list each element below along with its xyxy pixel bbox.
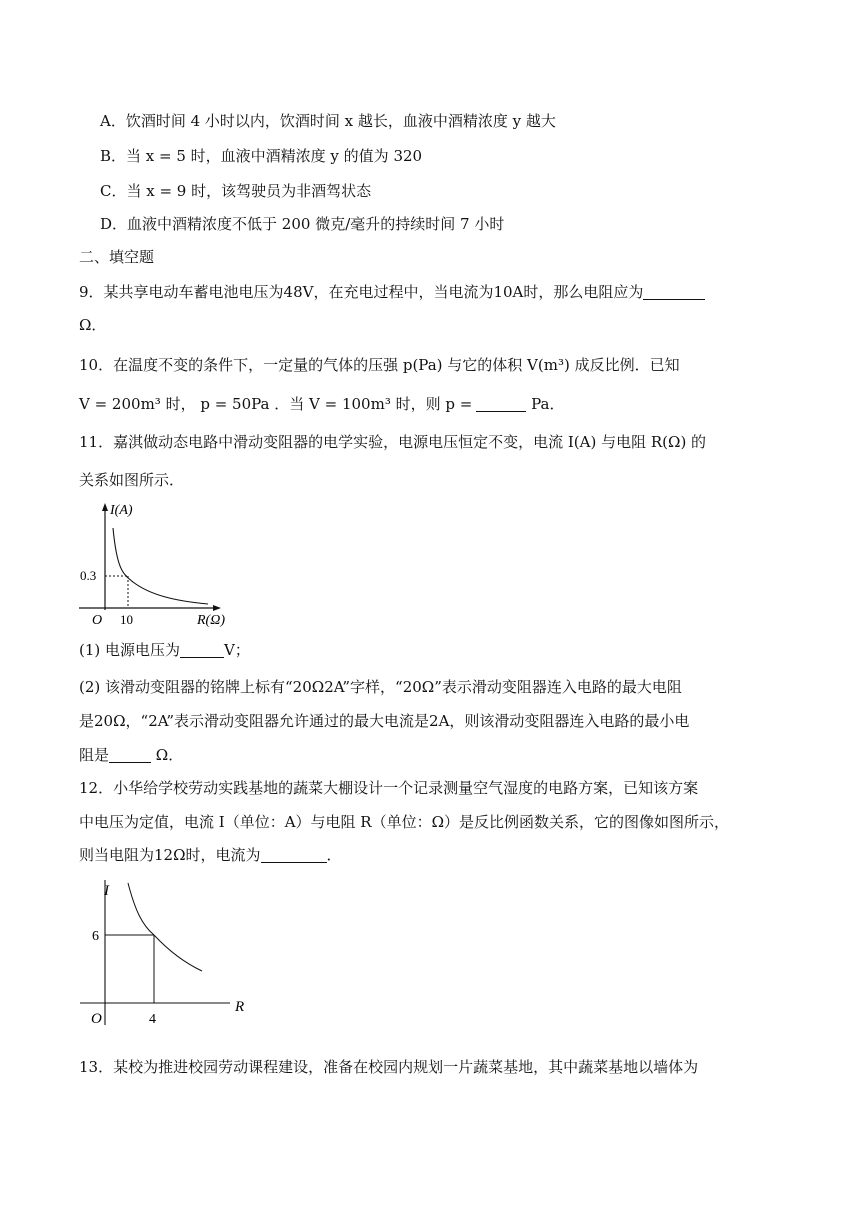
q12-y-label: I xyxy=(104,883,109,899)
q12-y-tick: 6 xyxy=(92,929,99,944)
q11-sub1-text: (1) 电源电压为 xyxy=(79,641,181,659)
q10-condition: V = 200m³ 时， p = 50Pa ．当 V = 100m³ 时，则 p = xyxy=(79,395,473,413)
option-d: D．血液中酒精浓度不低于 200 微克/毫升的持续时间 7 小时 xyxy=(100,215,505,233)
q13-line1: 13．某校为推进校园劳动课程建设，准备在校园内规划一片蔬菜基地，其中蔬菜基地以墙体为 xyxy=(79,1058,699,1076)
q11-y-tick: 0.3 xyxy=(80,568,97,583)
q11-x-arrow xyxy=(213,605,221,611)
q10-line2 xyxy=(79,394,564,414)
q11-sub2-line1: (2) 该滑动变阻器的铭牌上标有“20Ω2A”字样，“20Ω”表示滑动变阻器连入电路的最大电阻 xyxy=(79,678,682,696)
q12-line3 xyxy=(79,845,342,865)
option-b: B．当 x = 5 时，血液中酒精浓度 y 的值为 320 xyxy=(100,147,423,165)
q12-curve xyxy=(128,883,202,971)
q11-sub1-unit: V； xyxy=(224,641,250,659)
q11-y-arrow xyxy=(102,503,108,511)
q11-y-label: I(A) xyxy=(110,503,133,518)
option-a: A．饮酒时间 4 小时以内，饮酒时间 x 越长，血液中酒精浓度 y 越大 xyxy=(100,112,556,130)
q10-unit: Pa． xyxy=(531,395,565,413)
q12-origin: O xyxy=(91,1011,102,1027)
q11-sub2-text: 阻是 xyxy=(79,746,110,764)
q12-line2: 中电压为定值，电流 I（单位：A）与电阻 R（单位：Ω）是反比例函数关系，它的图像如图所示， xyxy=(79,813,730,831)
q11-sub1-blank[interactable] xyxy=(180,641,224,658)
q12-x-tick: 4 xyxy=(149,1012,156,1027)
q11-sub2-blank[interactable] xyxy=(109,746,151,763)
q11-x-label: R(Ω) xyxy=(197,613,225,628)
q12-line3-end: ． xyxy=(326,846,342,864)
q9-text xyxy=(79,282,705,302)
q9-unit: Ω． xyxy=(79,316,107,334)
q11-origin: O xyxy=(92,613,103,628)
q11-sub2-line2: 是20Ω，“2A”表示滑动变阻器允许通过的最大电流是2A，则该滑动变阻器连入电路的最小电 xyxy=(79,712,690,730)
q9-answer-blank[interactable] xyxy=(643,283,705,300)
q12-x-label: R xyxy=(235,999,245,1015)
q11-line1: 11．嘉淇做动态电路中滑动变阻器的电学实验，电源电压恒定不变，电流 I(A) 与电阻 R(Ω) 的 xyxy=(79,433,707,451)
q12-answer-blank[interactable] xyxy=(261,846,327,863)
q12-line3-text: 则当电阻为12Ω时，电流为 xyxy=(79,846,261,864)
q11-sub2-line3 xyxy=(79,745,183,765)
option-c: C．当 x = 9 时，该驾驶员为非酒驾状态 xyxy=(100,182,372,200)
q11-sub1 xyxy=(79,640,250,660)
q11-graph xyxy=(75,500,235,630)
q11-line2: 关系如图所示． xyxy=(79,471,185,489)
q11-sub2-unit: Ω． xyxy=(155,746,184,764)
section-title: 二、填空题 xyxy=(79,248,155,266)
q10-line1: 10．在温度不变的条件下，一定量的气体的压强 p(Pa) 与它的体积 V(m³) 成反比例．已知 xyxy=(79,356,680,374)
q11-x-tick: 10 xyxy=(120,612,133,627)
q12-line1: 12．小华给学校劳动实践基地的蔬菜大棚设计一个记录测量空气湿度的电路方案，已知该方案 xyxy=(79,779,699,797)
q11-curve xyxy=(113,528,208,604)
q9-line1: 9．某共享电动车蓄电池电压为48V，在充电过程中，当电流为10A时，那么电阻应为 xyxy=(79,283,644,301)
q12-graph xyxy=(80,875,255,1030)
q10-answer-blank[interactable] xyxy=(476,395,526,412)
